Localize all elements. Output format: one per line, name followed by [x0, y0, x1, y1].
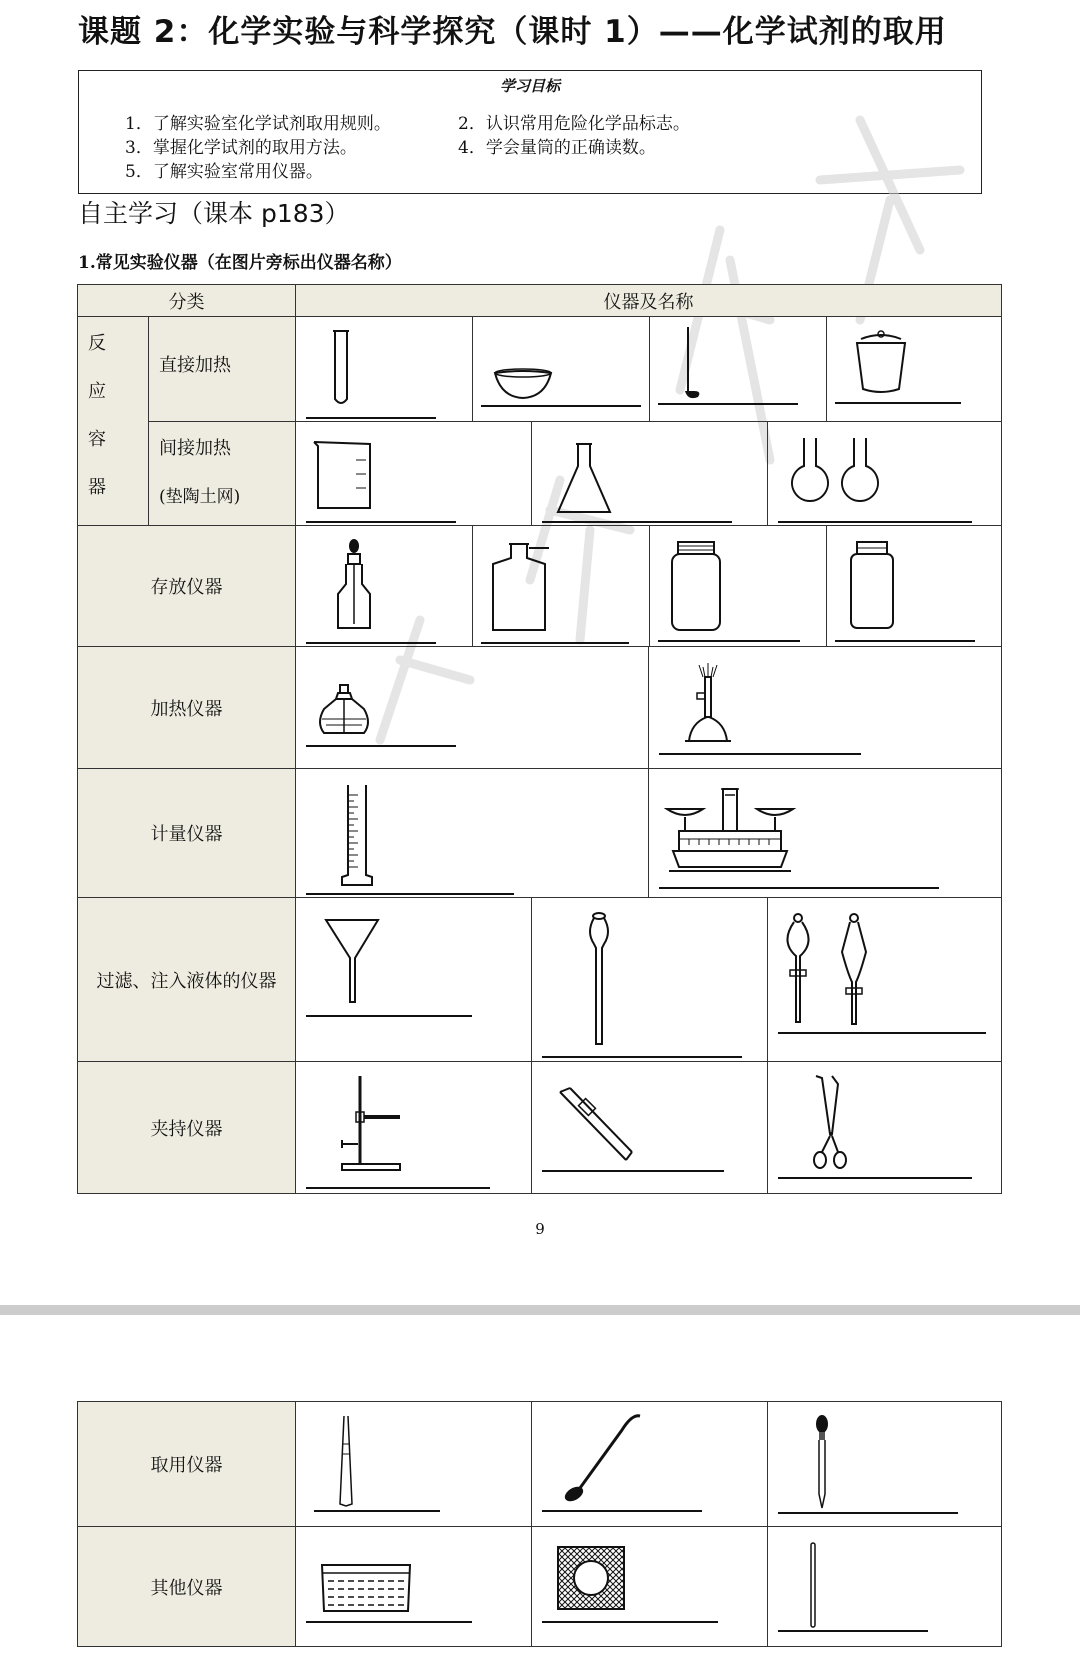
goal-item: 5．了解实验室常用仪器。 — [125, 162, 323, 182]
answer-blank[interactable] — [306, 1621, 472, 1623]
instrument-cell — [295, 646, 649, 769]
glass-rod-icon — [808, 1541, 818, 1629]
indirect-heating-category — [148, 421, 296, 526]
gas-jar-icon — [849, 540, 895, 630]
round-bottom-flask-icon — [786, 434, 886, 514]
learning-goals-title: 学习目标 — [499, 77, 560, 95]
instrument-cell — [649, 316, 827, 422]
storage-label: 存放仪器 — [150, 577, 223, 598]
goal-item: 3．掌握化学试剂的取用方法。 — [125, 138, 357, 158]
answer-blank[interactable] — [542, 1170, 724, 1172]
instrument-cell — [531, 1401, 768, 1527]
answer-blank[interactable] — [306, 642, 436, 644]
instrument-cell — [295, 1526, 532, 1647]
learning-goals-box — [78, 70, 982, 194]
funnel-icon — [324, 918, 380, 1004]
instrument-cell — [472, 525, 650, 647]
header-instruments — [295, 284, 1002, 317]
answer-blank[interactable] — [658, 403, 798, 405]
answer-blank[interactable] — [835, 402, 961, 404]
answer-blank[interactable] — [306, 893, 514, 895]
answer-blank[interactable] — [481, 642, 629, 644]
taking-category — [77, 1401, 296, 1527]
water-trough-icon — [320, 1563, 412, 1615]
instrument-cell — [767, 421, 1002, 526]
sub-heading: 1.常见实验仪器（在图片旁标出仪器名称） — [78, 253, 402, 273]
answer-blank[interactable] — [835, 640, 975, 642]
ceramic-gauze-icon — [556, 1545, 626, 1611]
instrument-cell — [295, 421, 532, 526]
test-tube-holder-icon — [556, 1084, 636, 1164]
instrument-cell — [295, 768, 649, 898]
instrument-cell — [767, 1401, 1002, 1527]
heating-label: 加热仪器 — [150, 698, 223, 720]
dropper-icon — [812, 1414, 832, 1510]
wide-mouth-bottle-icon — [670, 540, 722, 632]
answer-blank[interactable] — [659, 887, 939, 889]
heating-category — [77, 646, 296, 769]
tray-balance-icon — [665, 787, 795, 879]
instrument-cell — [767, 1061, 1002, 1194]
answer-blank[interactable] — [542, 1621, 718, 1623]
answer-blank[interactable] — [778, 1032, 986, 1034]
answer-blank[interactable] — [481, 405, 641, 407]
storage-category — [77, 525, 296, 647]
holding-label: 夹持仪器 — [150, 1118, 223, 1140]
crucible-tongs-icon — [810, 1074, 850, 1170]
reaction-vessel-char: 应 — [88, 381, 106, 402]
narrow-mouth-bottle-icon — [489, 542, 549, 632]
alcohol-lamp-icon — [316, 683, 372, 739]
header-instruments-label: 仪器及名称 — [603, 291, 694, 313]
conical-flask-icon — [556, 442, 612, 516]
instrument-cell — [826, 316, 1002, 422]
filtering-category — [77, 897, 296, 1062]
goal-item: 4．学会量筒的正确读数。 — [458, 138, 656, 158]
instrument-cell — [531, 897, 768, 1062]
reaction-vessel-group — [77, 316, 149, 526]
alcohol-blowtorch-icon — [683, 663, 733, 745]
instrument-cell — [531, 1061, 768, 1194]
instrument-cell — [826, 525, 1002, 647]
header-category — [77, 284, 296, 317]
instrument-cell — [295, 897, 532, 1062]
instrument-cell — [648, 768, 1002, 898]
crucible-icon — [853, 329, 909, 395]
separatory-funnel-icon — [778, 912, 888, 1032]
iron-stand-icon — [340, 1074, 404, 1174]
indirect-heating-note: (垫陶土网) — [159, 487, 241, 507]
page-number: 9 — [535, 1220, 545, 1238]
measuring-category — [77, 768, 296, 898]
answer-blank[interactable] — [778, 1177, 972, 1179]
combustion-spoon-icon — [682, 325, 706, 401]
test-tube-icon — [331, 329, 351, 409]
instrument-cell — [472, 316, 650, 422]
page-title: 课题 2：化学实验与科学探究（课时 1）——化学试剂的取用 — [78, 14, 947, 50]
taking-label: 取用仪器 — [150, 1455, 223, 1476]
dropper-bottle-icon — [334, 538, 374, 632]
instrument-cell — [295, 1061, 532, 1194]
direct-heating-category — [148, 316, 296, 422]
instrument-cell — [295, 1401, 532, 1527]
reaction-vessel-char: 器 — [88, 477, 106, 498]
evaporating-dish-icon — [493, 367, 553, 401]
instrument-cell — [767, 897, 1002, 1062]
long-neck-funnel-icon — [584, 912, 614, 1048]
answer-blank[interactable] — [542, 521, 732, 523]
section-heading: 自主学习（课本 p183） — [78, 199, 350, 228]
answer-blank[interactable] — [542, 1510, 702, 1512]
instrument-cell — [531, 1526, 768, 1647]
other-category — [77, 1526, 296, 1647]
answer-blank[interactable] — [306, 1187, 490, 1189]
answer-blank[interactable] — [306, 1015, 472, 1017]
goal-item: 1．了解实验室化学试剂取用规则。 — [125, 114, 391, 134]
other-label: 其他仪器 — [150, 1577, 223, 1599]
answer-blank[interactable] — [306, 417, 436, 419]
instrument-cell — [531, 421, 768, 526]
measuring-label: 计量仪器 — [150, 824, 223, 845]
answer-blank[interactable] — [659, 753, 861, 755]
indirect-heating-label: 间接加热 — [159, 438, 231, 459]
reaction-vessel-char: 反 — [88, 333, 106, 354]
beaker-icon — [312, 440, 376, 512]
header-category-label: 分类 — [168, 291, 205, 313]
instrument-cell — [767, 1526, 1002, 1647]
instrument-cell — [649, 525, 827, 647]
instrument-cell — [648, 646, 1002, 769]
answer-blank[interactable] — [314, 1510, 440, 1512]
filtering-label: 过滤、注入液体的仪器 — [96, 970, 277, 992]
reaction-vessel-char: 容 — [88, 429, 106, 450]
page-separator — [0, 1305, 1080, 1315]
direct-heating-label: 直接加热 — [159, 355, 231, 376]
tweezers-icon — [336, 1414, 356, 1508]
answer-blank[interactable] — [306, 521, 456, 523]
answer-blank[interactable] — [778, 1630, 928, 1632]
medicine-spoon-icon — [562, 1412, 644, 1504]
answer-blank[interactable] — [778, 521, 972, 523]
answer-blank[interactable] — [778, 1512, 958, 1514]
goal-item: 2．认识常用危险化学品标志。 — [458, 114, 690, 134]
graduated-cylinder-icon — [340, 783, 374, 887]
answer-blank[interactable] — [306, 745, 456, 747]
answer-blank[interactable] — [658, 640, 800, 642]
instrument-cell — [295, 316, 473, 422]
answer-blank[interactable] — [542, 1056, 742, 1058]
instrument-cell — [295, 525, 473, 647]
holding-category — [77, 1061, 296, 1194]
